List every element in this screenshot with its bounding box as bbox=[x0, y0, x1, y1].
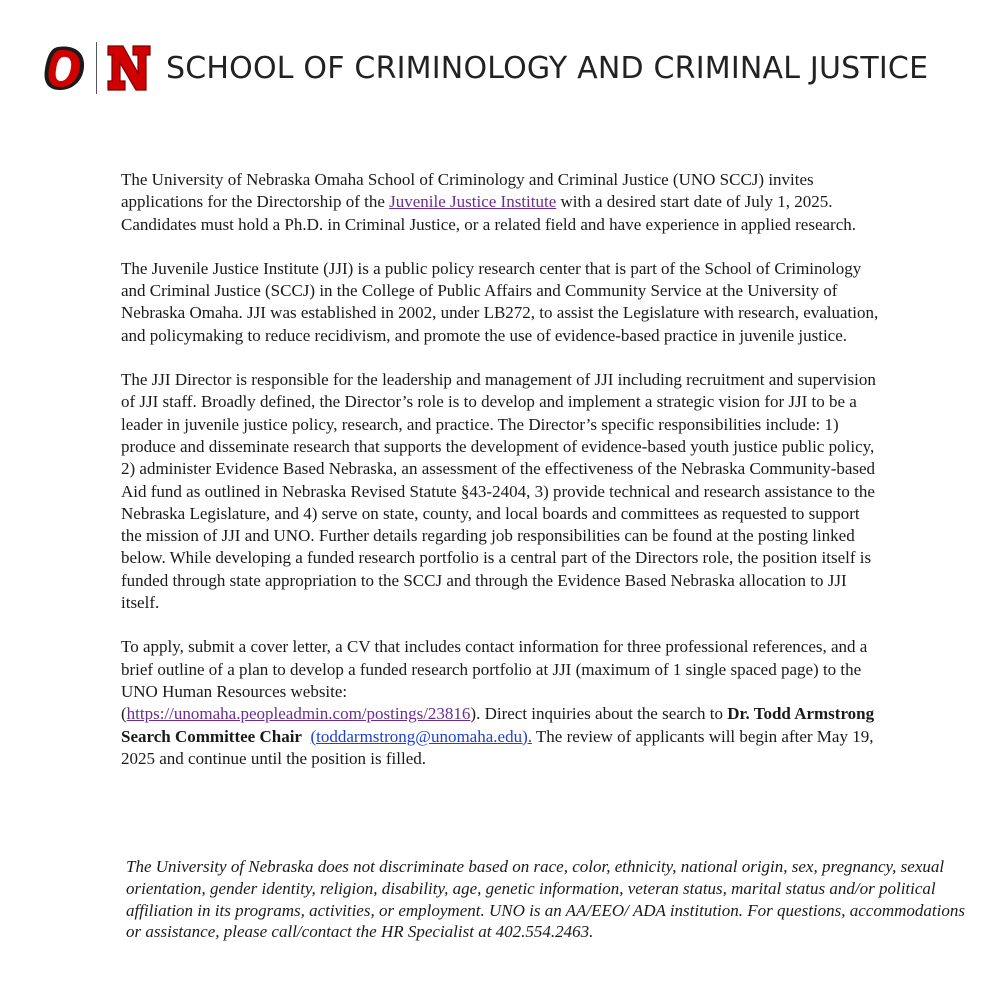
email-link[interactable]: (toddarmstrong@unomaha.edu). bbox=[310, 726, 532, 746]
university-logo bbox=[40, 42, 152, 94]
director-role-paragraph: The JJI Director is responsible for the leadership and management of JJI including recruitment and supervision of JJI staff. Broadly defined, the Director’s role is to develop and implement a strategic vision for JJI to be a leader in juvenile justice policy, research, and practice. The Director’s specific responsibilities include: 1) produce and disseminate research that supports the development of evidence-based youth justice public policy, 2) administer Evidence Based Nebraska, an assessment of the effectiveness of the Nebraska Community-based Aid fund as outlined in Nebraska Revised Statute §43-2404, 3) provide technical and research assistance to the Nebraska Legislature, and 4) serve on state, county, and local boards and committees as requested to support the mission of JJI and UNO. Further details regarding job responsibilities can be found at the posting linked below. While developing a funded research portfolio is a central part of the Directors role, the position itself is funded through state appropriation to the SCCJ and through the Evidence Based Nebraska allocation to JJI itself. bbox=[121, 370, 876, 613]
postings-link[interactable]: https://unomaha.peopleadmin.com/postings/23816 bbox=[126, 704, 471, 724]
apply-paragraph bbox=[121, 636, 881, 770]
intro-paragraph bbox=[121, 169, 881, 236]
announcement-body bbox=[121, 169, 881, 792]
intro-text-continued: with a desired start date of July 1, 2025. Candidates must hold a Ph.D. in Criminal Justice, or a related field and have experience in applied research. bbox=[121, 192, 857, 234]
logo-divider bbox=[96, 42, 97, 94]
school-title: SCHOOL OF CRIMINOLOGY AND CRIMINAL JUSTICE bbox=[166, 50, 929, 86]
jji-description-paragraph: The Juvenile Justice Institute (JJI) is a public policy research center that is part of the School of Criminology and Criminal Justice (SCCJ) in the College of Public Affairs and Community Service at the University of Nebraska Omaha. JJI was established in 2002, under LB272, to assist the Legislature with research, evaluation, and policymaking to reduce recidivism, and promote the use of evidence-based practice in juvenile justice. bbox=[121, 258, 879, 345]
uno-o-logo-icon bbox=[40, 43, 90, 93]
nondiscrimination-notice: The University of Nebraska does not discriminate based on race, color, ethnicity, national origin, sex, pregnancy, sexual orientation, gender identity, religion, disability, age, genetic information, veteran status, marital status and/or political affiliation in its programs, activities, or employment. UNO is an AA/EEO/ ADA institution. For questions, accommodations or assistance, please call/contact the HR Specialist at 402.554.2463. bbox=[126, 857, 965, 942]
open-paren: ( bbox=[121, 704, 127, 724]
intro-text: The University of Nebraska Omaha School of Criminology and Criminal Justice (UNO SCCJ) invites applications for the Directorship of the bbox=[121, 170, 814, 212]
apply-review-text: The review of applicants will begin after May 19, 2025 and continue until the position is filled. bbox=[121, 726, 874, 768]
contact-name: Dr. Todd Armstrong Search Committee Chair bbox=[121, 704, 875, 746]
apply-inquiry-text: ). Direct inquiries about the search to bbox=[470, 704, 728, 724]
juvenile-justice-institute-link[interactable]: Juvenile Justice Institute bbox=[389, 192, 557, 212]
apply-text: To apply, submit a cover letter, a CV that includes contact information for three professional references, and a brief outline of a plan to develop a funded research portfolio at JJI (maximum of 1 single spaced page) to the UNO Human Resources website: bbox=[121, 637, 868, 701]
nebraska-n-logo-icon bbox=[106, 43, 152, 93]
page-header bbox=[40, 40, 970, 96]
